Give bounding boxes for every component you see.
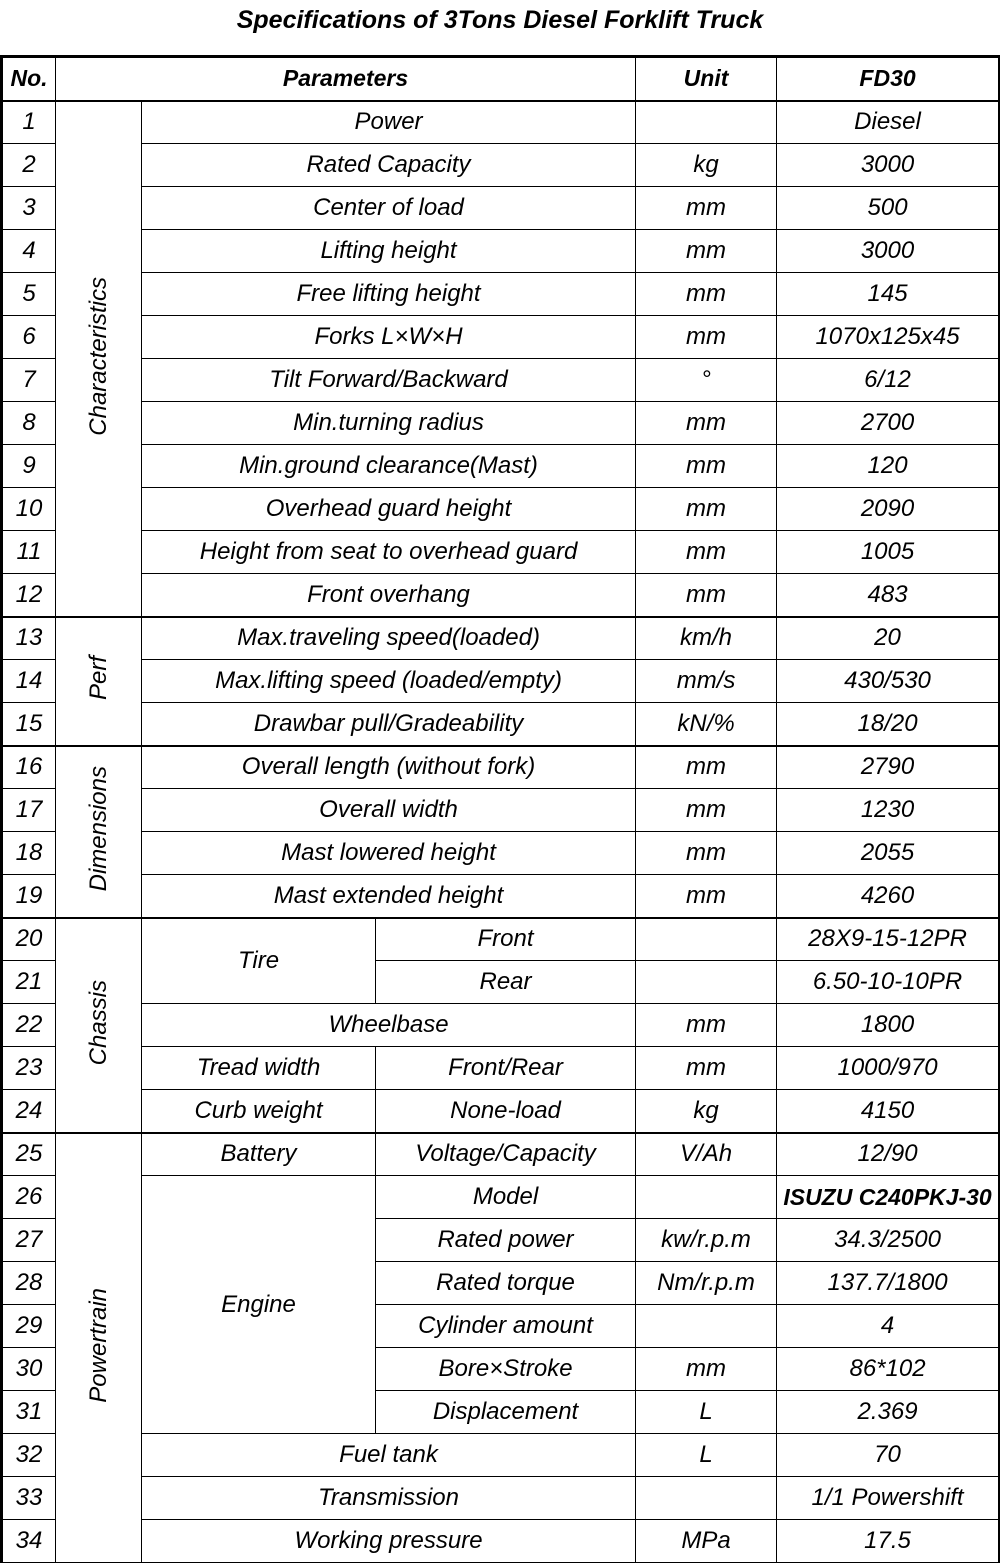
- group-powertrain: [56, 1133, 142, 1563]
- group-dimensions: [56, 746, 142, 918]
- group-characteristics: [56, 101, 142, 617]
- table-row: [3, 531, 999, 574]
- row-param: Displacement: [376, 1391, 636, 1434]
- row-value: 18/20: [777, 703, 999, 746]
- row-param: None-load: [376, 1090, 636, 1133]
- row-unit: mm: [636, 1047, 777, 1090]
- row-param: Front/Rear: [376, 1047, 636, 1090]
- subgroup-curb-weight: Curb weight: [142, 1090, 376, 1133]
- row-value: Diesel: [777, 101, 999, 144]
- row-value: 12/90: [777, 1133, 999, 1176]
- table-row: [3, 1520, 999, 1563]
- row-unit: kg: [636, 1090, 777, 1133]
- row-no: 26: [3, 1176, 56, 1219]
- table-row: [3, 1434, 999, 1477]
- row-param: Drawbar pull/Gradeability: [142, 703, 636, 746]
- row-value: 6/12: [777, 359, 999, 402]
- row-unit: mm: [636, 316, 777, 359]
- subgroup-engine: Engine: [142, 1176, 376, 1434]
- row-no: 32: [3, 1434, 56, 1477]
- row-param: Forks L×W×H: [142, 316, 636, 359]
- table-row: [3, 703, 999, 746]
- header-model: FD30: [777, 58, 999, 101]
- row-no: 34: [3, 1520, 56, 1563]
- row-value: ISUZU C240PKJ-30: [777, 1176, 999, 1219]
- row-param: Working pressure: [142, 1520, 636, 1563]
- row-value: 430/530: [777, 660, 999, 703]
- row-unit: mm: [636, 488, 777, 531]
- row-no: 28: [3, 1262, 56, 1305]
- row-param: Bore×Stroke: [376, 1348, 636, 1391]
- table-row: [3, 101, 999, 144]
- header-no: No.: [3, 58, 56, 101]
- row-no: 30: [3, 1348, 56, 1391]
- table-row: [3, 1133, 999, 1176]
- row-value: 4150: [777, 1090, 999, 1133]
- row-value: 2055: [777, 832, 999, 875]
- row-no: 10: [3, 488, 56, 531]
- row-unit: mm: [636, 445, 777, 488]
- row-no: 17: [3, 789, 56, 832]
- row-no: 29: [3, 1305, 56, 1348]
- row-unit: mm: [636, 1348, 777, 1391]
- row-unit: kN/%: [636, 703, 777, 746]
- table-row: [3, 316, 999, 359]
- table-row: [3, 445, 999, 488]
- row-param: Mast lowered height: [142, 832, 636, 875]
- row-unit: kw/r.p.m: [636, 1219, 777, 1262]
- row-no: 21: [3, 961, 56, 1004]
- row-value: 4260: [777, 875, 999, 918]
- row-param: Free lifting height: [142, 273, 636, 316]
- row-unit: Nm/r.p.m: [636, 1262, 777, 1305]
- row-param: Voltage/Capacity: [376, 1133, 636, 1176]
- row-param: Min.turning radius: [142, 402, 636, 445]
- row-no: 27: [3, 1219, 56, 1262]
- row-unit: L: [636, 1434, 777, 1477]
- row-param: Rated power: [376, 1219, 636, 1262]
- row-value: 2090: [777, 488, 999, 531]
- row-value: 1800: [777, 1004, 999, 1047]
- subgroup-battery: Battery: [142, 1133, 376, 1176]
- row-value: 1230: [777, 789, 999, 832]
- group-perf: [56, 617, 142, 746]
- row-value: 1/1 Powershift: [777, 1477, 999, 1520]
- row-value: 1000/970: [777, 1047, 999, 1090]
- table-row: [3, 574, 999, 617]
- row-param: Rear: [376, 961, 636, 1004]
- row-param: Rated torque: [376, 1262, 636, 1305]
- group-label: Perf: [84, 656, 112, 701]
- row-value: 1005: [777, 531, 999, 574]
- row-no: 2: [3, 144, 56, 187]
- row-unit: mm: [636, 273, 777, 316]
- subgroup-tire: Tire: [142, 918, 376, 1004]
- row-no: 33: [3, 1477, 56, 1520]
- row-value: 2790: [777, 746, 999, 789]
- row-unit: MPa: [636, 1520, 777, 1563]
- row-no: 16: [3, 746, 56, 789]
- header-unit: Unit: [636, 58, 777, 101]
- table-row: [3, 273, 999, 316]
- table-row: [3, 1176, 999, 1219]
- row-param: Overall width: [142, 789, 636, 832]
- row-param: Front: [376, 918, 636, 961]
- group-label: Dimensions: [84, 766, 112, 892]
- row-param: Rated Capacity: [142, 144, 636, 187]
- header-row: [3, 58, 999, 101]
- row-no: 3: [3, 187, 56, 230]
- group-chassis: [56, 918, 142, 1133]
- row-value: 120: [777, 445, 999, 488]
- row-no: 24: [3, 1090, 56, 1133]
- row-unit: [636, 1305, 777, 1348]
- group-label: Powertrain: [84, 1287, 112, 1403]
- row-param: Transmission: [142, 1477, 636, 1520]
- row-unit: [636, 961, 777, 1004]
- row-unit: mm: [636, 1004, 777, 1047]
- row-unit: mm: [636, 574, 777, 617]
- row-no: 18: [3, 832, 56, 875]
- table-row: [3, 918, 999, 961]
- row-value: 28X9-15-12PR: [777, 918, 999, 961]
- row-no: 9: [3, 445, 56, 488]
- row-param: Fuel tank: [142, 1434, 636, 1477]
- row-unit: [636, 1176, 777, 1219]
- row-value: 86*102: [777, 1348, 999, 1391]
- table-row: [3, 617, 999, 660]
- row-no: 13: [3, 617, 56, 660]
- table-row: [3, 1004, 999, 1047]
- row-param: Tilt Forward/Backward: [142, 359, 636, 402]
- row-unit: mm: [636, 531, 777, 574]
- row-value: 1070x125x45: [777, 316, 999, 359]
- row-value: 70: [777, 1434, 999, 1477]
- table-row: [3, 402, 999, 445]
- row-value: 20: [777, 617, 999, 660]
- row-param: Front overhang: [142, 574, 636, 617]
- row-value: 3000: [777, 230, 999, 273]
- row-unit: [636, 1477, 777, 1520]
- row-unit: mm: [636, 746, 777, 789]
- row-value: 6.50-10-10PR: [777, 961, 999, 1004]
- row-param: Height from seat to overhead guard: [142, 531, 636, 574]
- row-unit: mm: [636, 187, 777, 230]
- row-unit: mm: [636, 832, 777, 875]
- row-param: Overall length (without fork): [142, 746, 636, 789]
- row-no: 12: [3, 574, 56, 617]
- row-no: 25: [3, 1133, 56, 1176]
- row-no: 20: [3, 918, 56, 961]
- row-param: Lifting height: [142, 230, 636, 273]
- row-no: 8: [3, 402, 56, 445]
- row-value: 483: [777, 574, 999, 617]
- row-value: 17.5: [777, 1520, 999, 1563]
- table-row: [3, 1477, 999, 1520]
- row-no: 5: [3, 273, 56, 316]
- subgroup-tread-width: Tread width: [142, 1047, 376, 1090]
- row-param: Model: [376, 1176, 636, 1219]
- table-row: [3, 144, 999, 187]
- row-no: 23: [3, 1047, 56, 1090]
- row-value: 2700: [777, 402, 999, 445]
- page-title: Specifications of 3Tons Diesel Forklift Truck: [236, 6, 764, 34]
- row-unit: [636, 918, 777, 961]
- header-parameters: Parameters: [56, 58, 636, 101]
- row-unit: [636, 101, 777, 144]
- row-value: 4: [777, 1305, 999, 1348]
- table-row: [3, 230, 999, 273]
- row-no: 11: [3, 531, 56, 574]
- table-row: [3, 187, 999, 230]
- group-label: Characteristics: [84, 276, 112, 436]
- row-value: 145: [777, 273, 999, 316]
- row-param: Max.traveling speed(loaded): [142, 617, 636, 660]
- row-no: 14: [3, 660, 56, 703]
- row-value: 137.7/1800: [777, 1262, 999, 1305]
- spec-table: [2, 57, 999, 1563]
- row-unit: km/h: [636, 617, 777, 660]
- row-unit: V/Ah: [636, 1133, 777, 1176]
- row-unit: mm/s: [636, 660, 777, 703]
- table-row: [3, 789, 999, 832]
- row-value: 2.369: [777, 1391, 999, 1434]
- table-row: [3, 359, 999, 402]
- row-param: Center of load: [142, 187, 636, 230]
- row-param: Max.lifting speed (loaded/empty): [142, 660, 636, 703]
- row-unit: mm: [636, 402, 777, 445]
- row-param: Cylinder amount: [376, 1305, 636, 1348]
- table-row: [3, 1090, 999, 1133]
- row-no: 1: [3, 101, 56, 144]
- row-param: Power: [142, 101, 636, 144]
- table-row: [3, 832, 999, 875]
- row-no: 6: [3, 316, 56, 359]
- row-no: 4: [3, 230, 56, 273]
- table-row: [3, 1047, 999, 1090]
- row-unit: mm: [636, 875, 777, 918]
- row-no: 19: [3, 875, 56, 918]
- row-unit: kg: [636, 144, 777, 187]
- row-no: 15: [3, 703, 56, 746]
- table-row: [3, 746, 999, 789]
- row-unit: mm: [636, 789, 777, 832]
- table-row: [3, 488, 999, 531]
- row-no: 22: [3, 1004, 56, 1047]
- row-value: 500: [777, 187, 999, 230]
- row-no: 31: [3, 1391, 56, 1434]
- row-no: 7: [3, 359, 56, 402]
- group-label: Chassis: [84, 979, 112, 1066]
- row-value: 3000: [777, 144, 999, 187]
- table-row: [3, 875, 999, 918]
- row-unit: L: [636, 1391, 777, 1434]
- row-param: Wheelbase: [142, 1004, 636, 1047]
- row-unit: mm: [636, 230, 777, 273]
- row-param: Overhead guard height: [142, 488, 636, 531]
- row-param: Min.ground clearance(Mast): [142, 445, 636, 488]
- table-row: [3, 660, 999, 703]
- row-value: 34.3/2500: [777, 1219, 999, 1262]
- row-unit: °: [636, 359, 777, 402]
- row-param: Mast extended height: [142, 875, 636, 918]
